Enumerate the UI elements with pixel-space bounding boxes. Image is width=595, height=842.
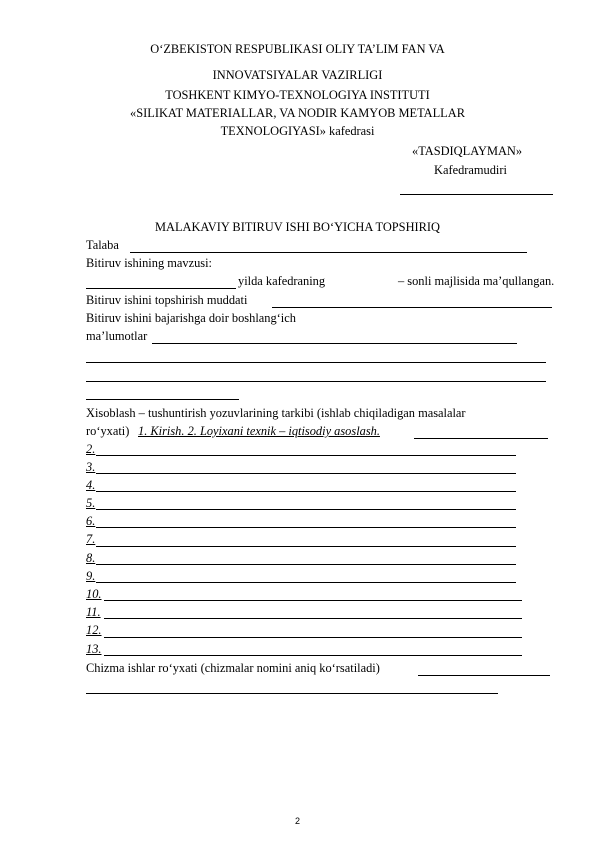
numbered-field[interactable] xyxy=(96,473,516,474)
numbered-item: 11. xyxy=(86,605,101,619)
tasks-field-1[interactable] xyxy=(414,438,548,439)
ministry-line-1: O‘ZBEKISTON RESPUBLIKASI OLIY TA’LIM FAN VA xyxy=(150,42,445,56)
drawings-field-2[interactable] xyxy=(86,693,498,694)
numbered-item: 12. xyxy=(86,623,102,637)
approval-title: «TASDIQLAYMAN» xyxy=(412,144,523,158)
year-text: yilda kafedraning xyxy=(238,274,326,288)
numbered-item: 10. xyxy=(86,587,102,601)
numbered-field[interactable] xyxy=(96,546,516,547)
deadline-label: Bitiruv ishini topshirish muddati xyxy=(86,293,248,307)
numbered-item: 6. xyxy=(86,514,96,528)
deadline-field[interactable] xyxy=(272,307,552,308)
numbered-item: 13. xyxy=(86,642,102,656)
topic-label: Bitiruv ishining mavzusi: xyxy=(86,256,212,270)
numbered-field[interactable] xyxy=(96,582,516,583)
student-label: Talaba xyxy=(86,238,119,252)
initial-data-field-1[interactable] xyxy=(152,343,517,344)
tasks-item-1: 1. Kirish. 2. Loyixani texnik – iqtisodiy asoslash. xyxy=(138,424,380,438)
numbered-field[interactable] xyxy=(96,509,516,510)
numbered-field[interactable] xyxy=(96,564,516,565)
numbered-item: 9. xyxy=(86,569,96,583)
numbered-field[interactable] xyxy=(104,618,522,619)
institute-name: TOSHKENT KIMYO-TEXNOLOGIYA INSTITUTI xyxy=(165,88,430,102)
initial-data-field-2[interactable] xyxy=(86,362,546,363)
numbered-field[interactable] xyxy=(96,527,516,528)
numbered-item: 7. xyxy=(86,532,96,546)
drawings-field-1[interactable] xyxy=(418,675,550,676)
initial-data-field-4[interactable] xyxy=(86,399,239,400)
page-number: 2 xyxy=(294,816,300,826)
approval-role: Kafedramudiri xyxy=(434,163,507,177)
signature-line[interactable] xyxy=(400,194,553,195)
form-title: MALAKAVIY BITIRUV ISHI BO‘YICHA TOPSHIRIQ xyxy=(154,220,440,234)
numbered-item: 4. xyxy=(86,478,96,492)
student-field[interactable] xyxy=(130,252,527,253)
tasks-text-1: Xisoblash – tushuntirish yozuvlarining tarkibi (ishlab chiqiladigan masalalar xyxy=(86,406,466,420)
tasks-text-2: ro‘yxati) xyxy=(86,424,130,438)
numbered-field[interactable] xyxy=(104,600,522,601)
department-line-1: «SILIKAT MATERIALLAR, VA NODIR KAMYOB METALLAR xyxy=(130,106,465,120)
numbered-item: 3. xyxy=(86,460,96,474)
initial-data-label-2: ma’lumotlar xyxy=(86,329,148,343)
numbered-item: 5. xyxy=(86,496,96,510)
ministry-line-2: INNOVATSIYALAR VAZIRLIGI xyxy=(212,68,383,82)
protocol-text: – sonli majlisida ma’qullangan. xyxy=(398,274,555,288)
drawings-label: Chizma ishlar ro‘yxati (chizmalar nomini aniq ko‘rsatiladi) xyxy=(86,661,380,675)
numbered-field[interactable] xyxy=(104,655,522,656)
numbered-field[interactable] xyxy=(104,637,522,638)
numbered-field[interactable] xyxy=(96,491,516,492)
numbered-item: 2. xyxy=(86,442,96,456)
numbered-field[interactable] xyxy=(96,455,516,456)
initial-data-label-1: Bitiruv ishini bajarishga doir boshlang‘ich xyxy=(86,311,296,325)
initial-data-field-3[interactable] xyxy=(86,381,546,382)
year-field[interactable] xyxy=(86,288,236,289)
numbered-item: 8. xyxy=(86,551,96,565)
department-line-2: TEXNOLOGIYASI» kafedrasi xyxy=(220,124,375,138)
